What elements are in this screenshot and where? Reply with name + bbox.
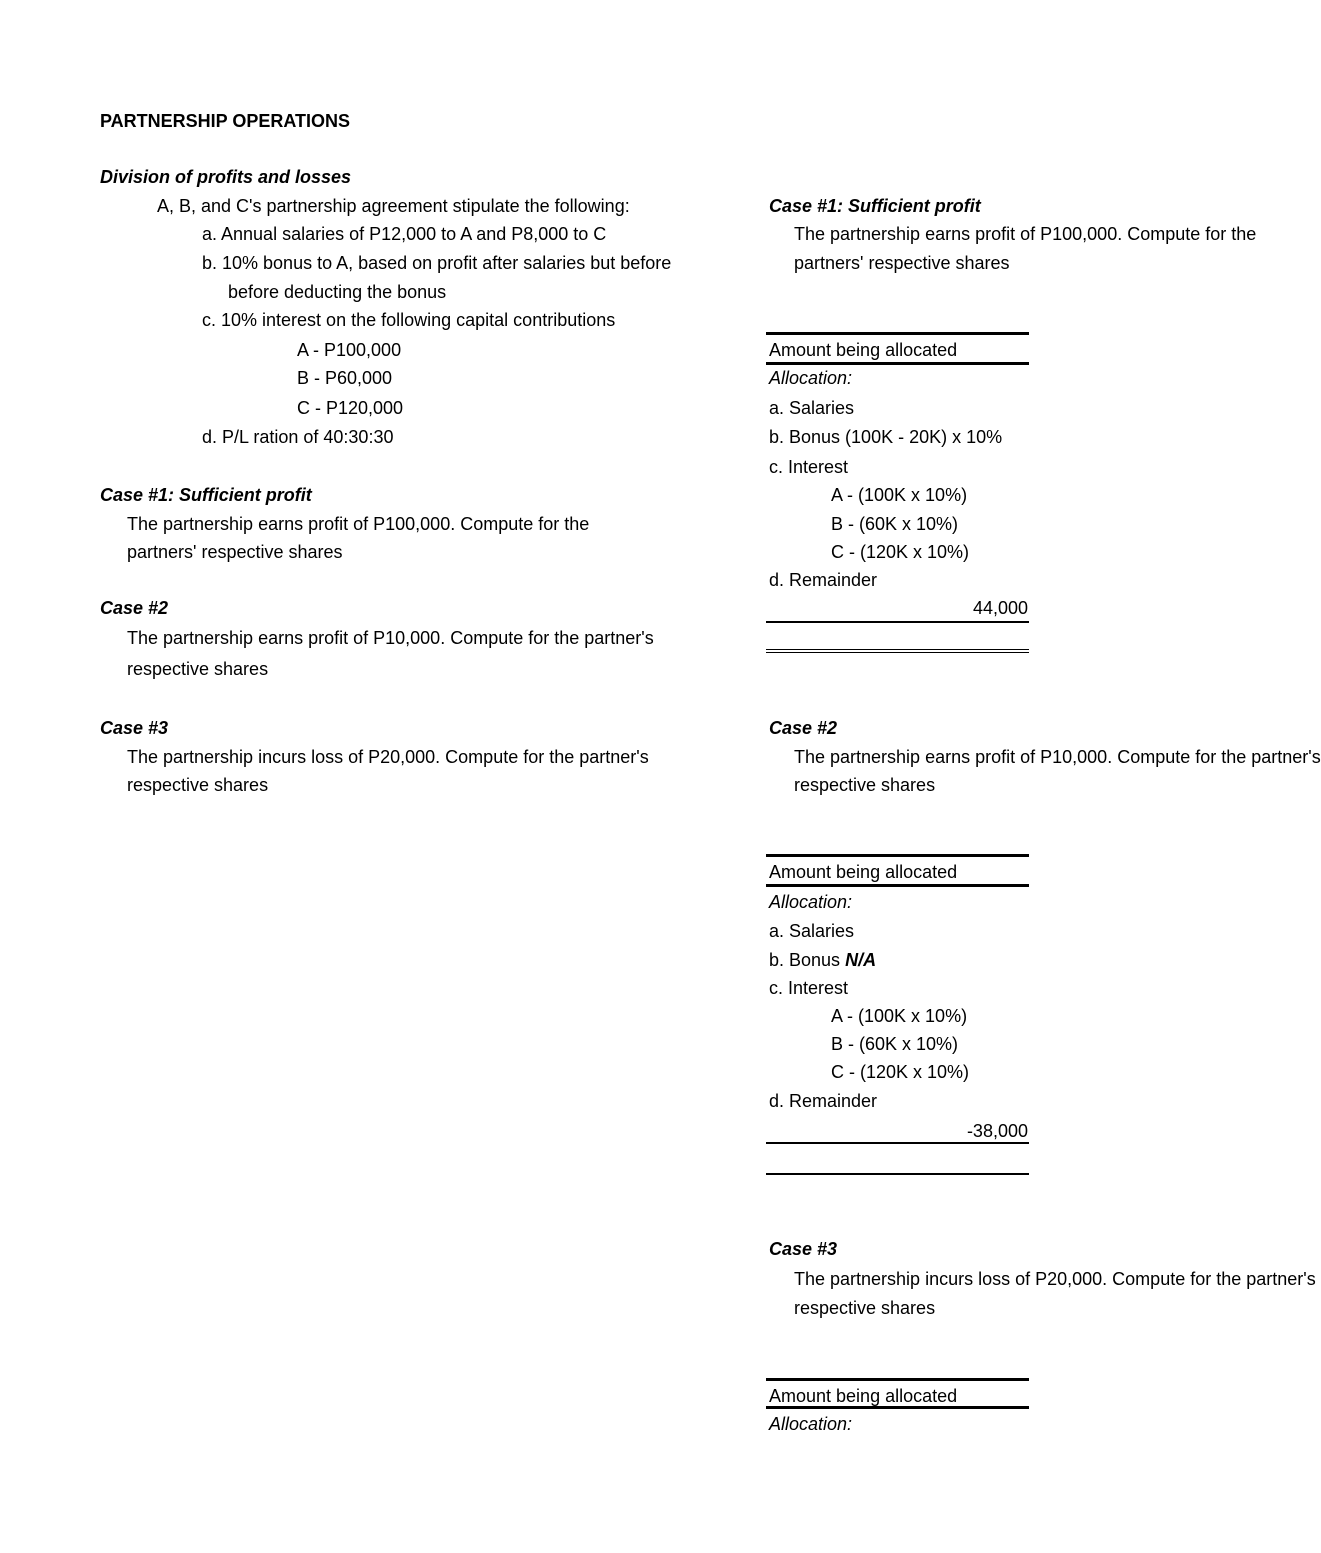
r-case1-interest-a: A - (100K x 10%) (831, 485, 968, 505)
agreement-item-a: a. Annual salaries of P12,000 to A and P8,000 to C (202, 224, 607, 244)
r-case3-text: The partnership incurs loss of P20,000. Compute for the partner's (794, 1269, 1316, 1289)
r-case1-amount-label: Amount being allocated (769, 340, 958, 360)
rule-bottom (766, 1173, 1029, 1175)
case1-text: The partnership earns profit of P100,000. Compute for the (127, 514, 590, 534)
r-case1-bonus: b. Bonus (100K - 20K) x 10% (769, 427, 1003, 447)
rule-total (766, 1142, 1029, 1144)
r-case1-salaries: a. Salaries (769, 398, 855, 418)
r-case2-interest-c: C - (120K x 10%) (831, 1062, 970, 1082)
r-case1-allocation: Allocation: (769, 368, 853, 388)
r-case2-bonus-na: N/A (845, 950, 877, 970)
case3-title: Case #3 (100, 718, 169, 738)
case3-text: The partnership incurs loss of P20,000. Compute for the partner's (127, 747, 649, 767)
rule-under-amount (766, 1406, 1029, 1409)
r-case2-interest-b: B - (60K x 10%) (831, 1034, 959, 1054)
r-case2-bonus-label: b. Bonus (769, 950, 841, 970)
case1-text-cont: partners' respective shares (127, 542, 343, 562)
r-case1-text-cont: partners' respective shares (794, 253, 1010, 273)
case1-title: Case #1: Sufficient profit (100, 485, 312, 505)
r-case2-text: The partnership earns profit of P10,000. Compute for the partner's (794, 747, 1321, 767)
r-case1-title: Case #1: Sufficient profit (769, 196, 981, 216)
rule-top (766, 332, 1029, 335)
rule-under-amount (766, 362, 1029, 365)
capital-b: B - P60,000 (297, 368, 393, 388)
r-case3-amount-label: Amount being allocated (769, 1386, 958, 1406)
r-case1-interest-c: C - (120K x 10%) (831, 542, 970, 562)
rule-under-amount (766, 884, 1029, 887)
r-case2-interest-a: A - (100K x 10%) (831, 1006, 968, 1026)
rule-double-1 (766, 649, 1029, 650)
r-case2-text-cont: respective shares (794, 775, 936, 795)
r-case2-text-clip (766, 746, 1321, 806)
r-case2-interest: c. Interest (769, 978, 849, 998)
section-heading: Division of profits and losses (100, 167, 352, 187)
r-case1-remainder-value: 44,000 (972, 598, 1028, 618)
r-case2-salaries: a. Salaries (769, 921, 855, 941)
r-case2-amount-label: Amount being allocated (769, 862, 958, 882)
case2-text-cont: respective shares (127, 659, 269, 679)
agreement-intro: A, B, and C's partnership agreement stipulate the following: (157, 196, 630, 216)
r-case3-title: Case #3 (769, 1239, 838, 1259)
r-case2-bonus (769, 949, 876, 971)
capital-c: C - P120,000 (297, 398, 404, 418)
r-case1-interest-b: B - (60K x 10%) (831, 514, 959, 534)
capital-a: A - P100,000 (297, 340, 402, 360)
r-case1-remainder: d. Remainder (769, 570, 878, 590)
r-case2-title: Case #2 (769, 718, 838, 738)
r-case3-allocation: Allocation: (769, 1414, 853, 1434)
agreement-item-c: c. 10% interest on the following capital contributions (202, 310, 616, 330)
agreement-item-b-cont: before deducting the bonus (228, 282, 447, 302)
case2-title: Case #2 (100, 598, 169, 618)
r-case2-allocation: Allocation: (769, 892, 853, 912)
agreement-item-b: b. 10% bonus to A, based on profit after salaries but before (202, 253, 672, 273)
r-case1-interest: c. Interest (769, 457, 849, 477)
case3-text-cont: respective shares (127, 775, 269, 795)
rule-top (766, 854, 1029, 857)
rule-total (766, 621, 1029, 623)
rule-top (766, 1378, 1029, 1381)
r-case2-remainder-value: -38,000 (966, 1121, 1028, 1141)
page-title: PARTNERSHIP OPERATIONS (100, 111, 351, 131)
case2-text: The partnership earns profit of P10,000. Compute for the partner's (127, 628, 654, 648)
r-case1-text-clip (766, 223, 1257, 283)
r-case3-text-clip (766, 1268, 1316, 1328)
agreement-item-d: d. P/L ration of 40:30:30 (202, 427, 394, 447)
rule-double-2 (766, 652, 1029, 653)
r-case1-text: The partnership earns profit of P100,000. Compute for the (794, 224, 1257, 244)
r-case3-text-cont: respective shares (794, 1298, 936, 1318)
r-case2-remainder: d. Remainder (769, 1091, 878, 1111)
